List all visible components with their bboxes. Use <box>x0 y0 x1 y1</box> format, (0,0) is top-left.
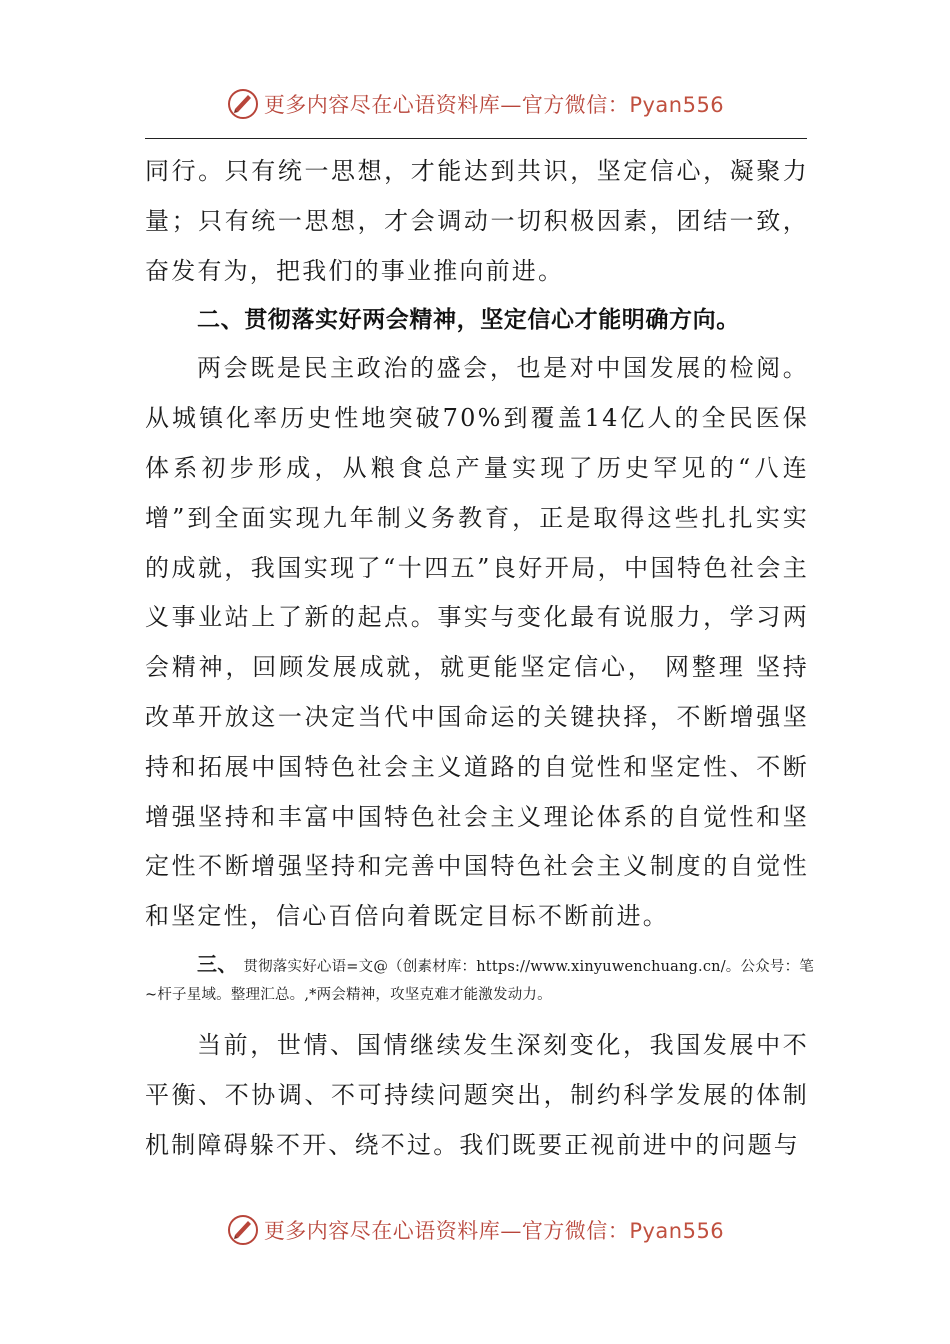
banner-text <box>264 1215 724 1245</box>
banner-dash: — <box>500 1219 522 1243</box>
heading-3-label: 三、 <box>197 951 238 976</box>
banner-wechat-id: Pyan556 <box>629 1219 725 1243</box>
xinyu-logo-icon <box>226 87 260 121</box>
banner-text <box>264 89 724 119</box>
banner-official: 官方微信： <box>521 1219 630 1243</box>
header-banner <box>0 84 950 124</box>
document-body <box>145 147 814 1170</box>
paragraph-3: 当前，世情、国情继续发生深刻变化，我国发展中不平衡、不协调、不可持续问题突出，制约科学发展的体制机制障碍躲不开、绕不过。我们既要正视前进中的问题与 <box>145 1030 809 1159</box>
header-rule <box>145 138 807 139</box>
banner-wechat-id: Pyan556 <box>629 93 725 117</box>
banner-dash: — <box>500 93 522 117</box>
banner-promo: 更多内容尽在心语资料库 <box>263 93 501 117</box>
heading-3-text: 贯彻落实好心语=文@（创素材库：https://www.xinyuwenchuang.cn/。公众号：笔~杆子星域。整理汇总。,*两会精神，攻坚克难才能激发动力。 <box>145 958 814 1003</box>
section-heading-3 <box>145 950 821 1009</box>
section-heading-2: 二、贯彻落实好两会精神，坚定信心才能明确方向。 <box>197 307 740 334</box>
paragraph-1: 同行。只有统一思想，才能达到共识，坚定信心，凝聚力量；只有统一思想，才会调动一切积极因素，团结一致，奋发有为，把我们的事业推向前进。 <box>145 157 809 285</box>
paragraph-2: 两会既是民主政治的盛会，也是对中国发展的检阅。从城镇化率历史性地突破70%到覆盖14亿人的全民医保体系初步形成，从粮食总产量实现了历史罕见的“八连增”到全面实现九年制义务教育，正是取得这些扎扎实实的成就，我国实现了“十四五”良好开局，中国特色社会主义事业站上了新的起点。事实与变化最有说服力，学习两会精神，回顾发展成就，就更能坚定信心， 网整理 坚持改革开放这一决定当代中国命运的关键抉择，不断增强坚持和拓展中国特色社会主义道路的自觉性和坚定性、不断增强坚持和丰富中国特色社会主义理论体系的自觉性和坚定性不断增强坚持和完善中国特色社会主义制度的自觉性和坚定性，信心百倍向着既定目标不断前进。 <box>145 354 809 931</box>
footer-banner <box>0 1210 950 1250</box>
banner-promo: 更多内容尽在心语资料库 <box>263 1219 501 1243</box>
xinyu-logo-icon <box>226 1213 260 1247</box>
banner-official: 官方微信： <box>521 93 630 117</box>
